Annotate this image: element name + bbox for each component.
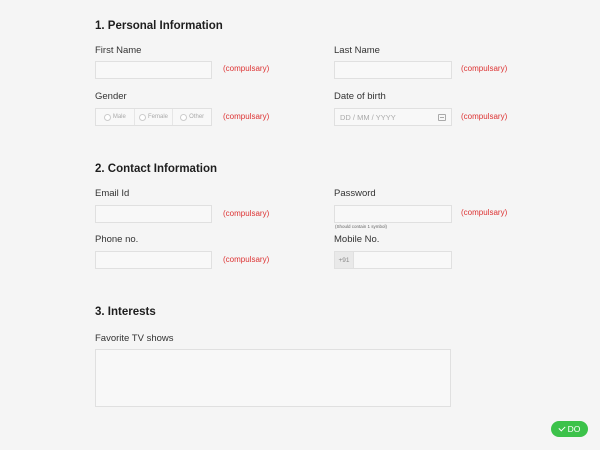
gender-option-female[interactable] xyxy=(135,109,174,125)
password-field[interactable] xyxy=(334,205,452,223)
tv-shows-textarea[interactable] xyxy=(95,349,451,407)
password-input[interactable] xyxy=(335,209,451,225)
gender-option-label: Female xyxy=(148,114,169,120)
section-title-contact: 2. Contact Information xyxy=(95,163,218,175)
check-icon xyxy=(558,424,565,431)
radio-icon xyxy=(180,114,187,121)
gender-label: Gender xyxy=(95,91,127,102)
radio-icon xyxy=(104,114,111,121)
gender-option-male[interactable] xyxy=(96,109,135,125)
gender-option-other[interactable] xyxy=(173,109,211,125)
first-name-field[interactable] xyxy=(95,61,212,79)
dob-field[interactable] xyxy=(334,108,452,126)
mobile-field[interactable] xyxy=(334,251,452,269)
email-input[interactable] xyxy=(96,209,211,225)
section-title-personal: 1. Personal Information xyxy=(95,20,223,32)
phone-required: (compulsary) xyxy=(223,255,270,264)
gender-radio-group[interactable] xyxy=(95,108,212,126)
password-hint: (Should contain 1 symbol) xyxy=(335,224,388,229)
dob-placeholder: DD / MM / YYYY xyxy=(340,112,396,122)
mobile-label: Mobile No. xyxy=(334,234,380,245)
email-required: (compulsary) xyxy=(223,209,270,218)
last-name-label: Last Name xyxy=(334,45,380,56)
last-name-input[interactable] xyxy=(335,65,451,81)
last-name-required: (compulsary) xyxy=(461,64,508,73)
done-button-label: DO xyxy=(567,424,581,434)
phone-field[interactable] xyxy=(95,251,212,269)
gender-required: (compulsary) xyxy=(223,112,270,121)
calendar-icon[interactable] xyxy=(438,114,446,121)
mobile-prefix: +91 xyxy=(335,252,354,268)
tv-shows-label: Favorite TV shows xyxy=(95,333,174,344)
mobile-input[interactable] xyxy=(354,252,451,268)
first-name-required: (compulsary) xyxy=(223,64,270,73)
done-button[interactable] xyxy=(551,421,588,437)
dob-label: Date of birth xyxy=(334,91,386,102)
password-required: (compulsary) xyxy=(461,208,508,217)
email-field[interactable] xyxy=(95,205,212,223)
dob-required: (compulsary) xyxy=(461,112,508,121)
gender-option-label: Male xyxy=(112,114,126,120)
first-name-input[interactable] xyxy=(96,65,211,81)
phone-input[interactable] xyxy=(96,255,211,271)
password-label: Password xyxy=(334,188,376,199)
phone-label: Phone no. xyxy=(95,234,139,245)
gender-option-label: Other xyxy=(189,114,205,120)
radio-icon xyxy=(139,114,146,121)
first-name-label: First Name xyxy=(95,45,142,56)
last-name-field[interactable] xyxy=(334,61,452,79)
section-title-interests: 3. Interests xyxy=(95,306,156,318)
email-label: Email Id xyxy=(95,188,130,199)
